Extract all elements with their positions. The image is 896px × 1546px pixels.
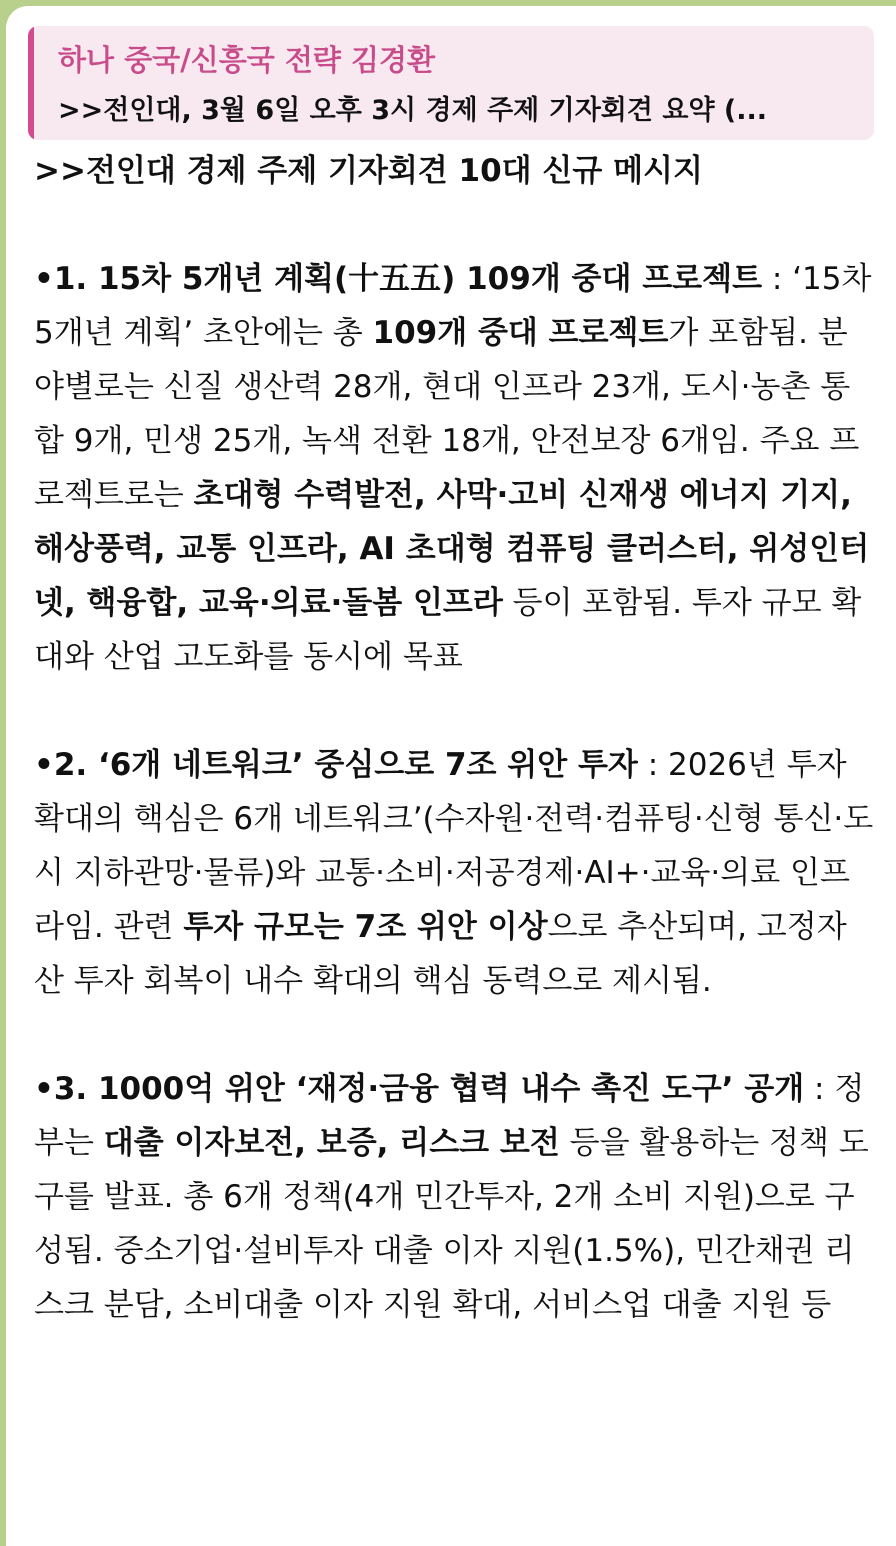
reply-quote[interactable]: [28, 26, 874, 140]
section-1-heading: •1. 15차 5개년 계획(十五五) 109개 중대 프로젝트: [34, 261, 763, 297]
section-1: •1. 15차 5개년 계획(十五五) 109개 중대 프로젝트 : ‘15차 5개년 계획’ 초안에는 총 109개 중대 프로젝트가 포함됨. 분야별로는 신질 생산력 28개, 현대 인프라 23개, 도시·농촌 통합 9개, 민생 25개, 녹색 전환 18개, 안전보장 6개임. 주요 프로젝트로는 초대형 수력발전, 사막·고비 신재생 에너지 기지, 해상풍력, 교통 인프라, AI 초대형 컴퓨팅 클러스터, 위성인터넷, 핵융합, 교육·의료·돌봄 인프라 등이 포함됨. 투자 규모 확대와 산업 고도화를 동시에 목표: [34, 261, 872, 675]
section-3: •3. 1000억 위안 ‘재정·금융 협력 내수 촉진 도구’ 공개 : 정부는 대출 이자보전, 보증, 리스크 보전 등을 활용하는 정책 도구를 발표. 총 6개 정책(4개 민간투자, 2개 소비 지원)으로 구성됨. 중소기업·설비투자 대출 이자 지원(1.5%), 민간채권 리스크 분담, 소비대출 이자 지원 확대, 서비스업 대출 지원 등: [34, 1071, 869, 1323]
section-3-heading: •3. 1000억 위안 ‘재정·금융 협력 내수 촉진 도구’ 공개: [34, 1071, 805, 1107]
reply-sender: 하나 중국/신흥국 전략 김경환: [58, 43, 436, 77]
reply-preview: >>전인대, 3월 6일 오후 3시 경제 주제 기자회견 요약 (...: [58, 95, 768, 126]
message-text: [34, 144, 874, 1332]
message-title: >>전인대 경제 주제 기자회견 10대 신규 메시지: [34, 153, 703, 189]
section-2: •2. ‘6개 네트워크’ 중심으로 7조 위안 투자 : 2026년 투자 확대의 핵심은 6개 네트워크’(수자원·전력·컴퓨팅·신형 통신·도시 지하관망·물류)와 교통·소비·저공경제·AI+·교육·의료 인프라임. 관련 투자 규모는 7조 위안 이상으로 추산되며, 고정자산 투자 회복이 내수 확대의 핵심 동력으로 제시됨.: [34, 747, 874, 999]
section-2-heading: •2. ‘6개 네트워크’ 중심으로 7조 위안 투자: [34, 747, 638, 783]
reply-accent-bar: [28, 26, 34, 140]
